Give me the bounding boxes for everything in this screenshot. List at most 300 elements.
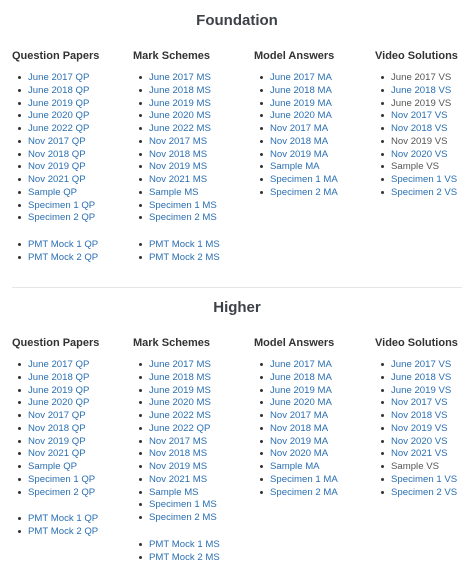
- bullet-icon: [381, 102, 384, 105]
- bullet-icon: [260, 114, 263, 117]
- list-item: [139, 160, 207, 173]
- resource-link-specimen-1-ms[interactable]: Specimen 1 MS: [149, 499, 217, 511]
- list-item: [139, 122, 211, 135]
- list-item: [139, 251, 220, 264]
- list-item: [18, 211, 95, 224]
- resource-link-june-2017-ma[interactable]: June 2017 MA: [270, 359, 332, 370]
- resource-link-nov-2019-qp[interactable]: Nov 2019 QP: [28, 161, 86, 173]
- list-item: [260, 473, 338, 486]
- bullet-icon: [18, 517, 21, 520]
- resource-link-specimen-2-ma[interactable]: Specimen 2 MA: [270, 486, 338, 498]
- list-item: [260, 447, 328, 460]
- list-item: [139, 447, 207, 460]
- bullet-icon: [18, 114, 21, 117]
- list-item: [381, 371, 451, 384]
- list-item: [18, 396, 89, 409]
- bullet-icon: [18, 440, 21, 443]
- resource-link-nov-2017-qp[interactable]: Nov 2017 QP: [28, 135, 86, 147]
- column-heading-mark-schemes: Mark Schemes: [133, 50, 211, 62]
- bullet-icon: [139, 127, 142, 130]
- resource-link-specimen-1-qp[interactable]: Specimen 1 QP: [28, 199, 96, 211]
- bullet-icon: [18, 165, 21, 168]
- list-item: [260, 173, 338, 186]
- bullet-icon: [139, 516, 142, 519]
- section-title-foundation: Foundation: [196, 12, 278, 29]
- list-item: [18, 460, 77, 473]
- bullet-icon: [381, 127, 384, 130]
- bullet-icon: [260, 178, 263, 181]
- bullet-icon: [18, 256, 21, 259]
- list-item: [18, 173, 86, 186]
- resource-link-june-2019-qp[interactable]: June 2019 QP: [28, 97, 90, 109]
- resource-link-nov-2017-ms[interactable]: Nov 2017 MS: [149, 435, 208, 447]
- list-item: [18, 71, 89, 84]
- resource-link-nov-2018-ms[interactable]: Nov 2018 MS: [149, 148, 208, 160]
- resource-link-sample-qp[interactable]: Sample QP: [28, 461, 78, 472]
- resource-text-june-2017-vs: June 2017 VS: [391, 72, 452, 83]
- bullet-icon: [18, 376, 21, 379]
- list-item: [18, 238, 98, 251]
- resource-link-pmt-mock-2-ms[interactable]: PMT Mock 2 MS: [149, 251, 220, 263]
- resource-link-sample-ma[interactable]: Sample MA: [270, 161, 320, 173]
- bullet-icon: [139, 543, 142, 546]
- resource-link-nov-2019-ma[interactable]: Nov 2019 MA: [270, 148, 329, 160]
- bullet-icon: [260, 465, 263, 468]
- bullet-icon: [381, 465, 384, 468]
- resource-link-june-2022-qp[interactable]: June 2022 QP: [28, 123, 90, 134]
- resource-link-nov-2018-ma[interactable]: Nov 2018 MA: [270, 135, 329, 147]
- list-item: [260, 371, 332, 384]
- resource-link-nov-2020-vs[interactable]: Nov 2020 VS: [391, 435, 448, 447]
- bullet-icon: [18, 191, 21, 194]
- list-item: [139, 71, 211, 84]
- resource-link-specimen-1-ms[interactable]: Specimen 1 MS: [149, 199, 217, 211]
- resource-link-nov-2017-vs[interactable]: Nov 2017 VS: [391, 397, 448, 409]
- resource-link-nov-2021-qp[interactable]: Nov 2021 QP: [28, 448, 86, 460]
- bullet-icon: [139, 427, 142, 430]
- list-item: [381, 148, 448, 161]
- bullet-icon: [139, 204, 142, 207]
- bullet-icon: [381, 114, 384, 117]
- bullet-icon: [139, 140, 142, 143]
- bullet-icon: [260, 389, 263, 392]
- bullet-icon: [381, 153, 384, 156]
- bullet-icon: [18, 478, 21, 481]
- resource-link-june-2017-ms[interactable]: June 2017 MS: [149, 359, 211, 370]
- bullet-icon: [139, 491, 142, 494]
- list-item: [18, 84, 89, 97]
- list-item: [18, 122, 89, 135]
- bullet-icon: [18, 140, 21, 143]
- resource-link-nov-2017-ma[interactable]: Nov 2017 MA: [270, 410, 329, 421]
- bullet-icon: [381, 376, 384, 379]
- bullet-icon: [381, 191, 384, 194]
- list-item: [139, 371, 211, 384]
- list-item: [18, 97, 89, 110]
- list-item: [18, 199, 95, 212]
- list-item: [381, 160, 439, 173]
- list-item: [139, 435, 207, 448]
- bullet-icon: [139, 153, 142, 156]
- column-heading-model-answers: Model Answers: [254, 337, 335, 349]
- section-divider: [12, 287, 462, 288]
- bullet-icon: [139, 256, 142, 259]
- list-item: [381, 358, 451, 371]
- bullet-icon: [381, 440, 384, 443]
- bullet-icon: [381, 427, 384, 430]
- resource-link-june-2018-qp[interactable]: June 2018 QP: [28, 84, 90, 96]
- list-item: [260, 435, 328, 448]
- list-item: [381, 186, 457, 199]
- list-item: [260, 135, 328, 148]
- resource-link-nov-2019-ms[interactable]: Nov 2019 MS: [149, 161, 208, 173]
- bullet-icon: [260, 89, 263, 92]
- list-item: [139, 135, 207, 148]
- column-heading-model-answers: Model Answers: [254, 50, 335, 62]
- bullet-icon: [260, 191, 263, 194]
- bullet-icon: [260, 127, 263, 130]
- resource-link-pmt-mock-1-qp[interactable]: PMT Mock 1 QP: [28, 513, 99, 525]
- list-item: [260, 148, 328, 161]
- list-item: [260, 409, 328, 422]
- list-item: [18, 447, 86, 460]
- bullet-icon: [260, 440, 263, 443]
- resource-link-sample-ms[interactable]: Sample MS: [149, 186, 199, 198]
- resource-link-june-2020-ma[interactable]: June 2020 MA: [270, 397, 332, 409]
- resource-link-june-2019-ms[interactable]: June 2019 MS: [149, 384, 211, 396]
- column-heading-question-papers: Question Papers: [12, 337, 100, 349]
- resource-link-specimen-1-ma[interactable]: Specimen 1 MA: [270, 473, 338, 485]
- list-item: [381, 409, 448, 422]
- bullet-icon: [139, 465, 142, 468]
- bullet-icon: [18, 127, 21, 130]
- list-item: [139, 384, 211, 397]
- list-item: [18, 186, 77, 199]
- resource-link-june-2017-ms[interactable]: June 2017 MS: [149, 72, 211, 83]
- resource-link-nov-2021-ms[interactable]: Nov 2021 MS: [149, 174, 208, 185]
- bullet-icon: [18, 530, 21, 533]
- list-item: [18, 135, 86, 148]
- list-item: [260, 396, 332, 409]
- resource-link-pmt-mock-1-ms[interactable]: PMT Mock 1 MS: [149, 538, 220, 550]
- list-item: [139, 109, 211, 122]
- list-item: [381, 135, 448, 148]
- list-item: [18, 109, 89, 122]
- bullet-icon: [139, 102, 142, 105]
- resource-link-nov-2021-ms[interactable]: Nov 2021 MS: [149, 473, 208, 485]
- bullet-icon: [18, 102, 21, 105]
- bullet-icon: [260, 165, 263, 168]
- list-item: [139, 511, 217, 524]
- resource-link-pmt-mock-1-ms[interactable]: PMT Mock 1 MS: [149, 239, 220, 250]
- resource-link-june-2018-ma[interactable]: June 2018 MA: [270, 84, 332, 96]
- resource-link-specimen-2-qp[interactable]: Specimen 2 QP: [28, 486, 96, 498]
- bullet-icon: [139, 178, 142, 181]
- bullet-icon: [381, 76, 384, 79]
- list-item: [18, 512, 98, 525]
- list-item: [18, 358, 89, 371]
- bullet-icon: [381, 414, 384, 417]
- list-item: [139, 199, 217, 212]
- list-item: [381, 473, 457, 486]
- resource-link-nov-2020-vs[interactable]: Nov 2020 VS: [391, 148, 448, 160]
- resource-link-sample-ms[interactable]: Sample MS: [149, 486, 199, 498]
- resource-link-pmt-mock-2-ms[interactable]: PMT Mock 2 MS: [149, 551, 220, 563]
- bullet-icon: [381, 478, 384, 481]
- list-item: [139, 97, 211, 110]
- resource-text-june-2019-vs: June 2019 VS: [391, 97, 452, 109]
- list-item: [139, 186, 199, 199]
- resource-text-sample-vs: Sample VS: [391, 461, 439, 472]
- list-item: [381, 97, 451, 110]
- bullet-icon: [18, 216, 21, 219]
- bullet-icon: [18, 153, 21, 156]
- resource-link-nov-2018-qp[interactable]: Nov 2018 QP: [28, 422, 86, 434]
- bullet-icon: [18, 389, 21, 392]
- list-item: [260, 84, 332, 97]
- bullet-icon: [260, 102, 263, 105]
- list-item: [18, 473, 95, 486]
- bullet-icon: [139, 478, 142, 481]
- bullet-icon: [139, 114, 142, 117]
- list-item: [381, 396, 448, 409]
- resource-link-nov-2017-qp[interactable]: Nov 2017 QP: [28, 410, 86, 421]
- list-item: [381, 109, 448, 122]
- bullet-icon: [260, 491, 263, 494]
- bullet-icon: [18, 427, 21, 430]
- list-item: [18, 435, 86, 448]
- resource-link-nov-2017-ma[interactable]: Nov 2017 MA: [270, 123, 329, 134]
- bullet-icon: [139, 401, 142, 404]
- bullet-icon: [139, 165, 142, 168]
- list-item: [260, 160, 320, 173]
- resource-link-specimen-2-vs[interactable]: Specimen 2 VS: [391, 486, 458, 498]
- list-item: [18, 251, 98, 264]
- resource-link-june-2022-ms[interactable]: June 2022 MS: [149, 123, 211, 134]
- bullet-icon: [381, 491, 384, 494]
- bullet-icon: [18, 401, 21, 404]
- list-item: [381, 122, 448, 135]
- resource-link-june-2017-vs[interactable]: June 2017 VS: [391, 359, 452, 370]
- bullet-icon: [139, 363, 142, 366]
- resource-link-specimen-1-vs[interactable]: Specimen 1 VS: [391, 174, 458, 185]
- column-heading-question-papers: Question Papers: [12, 50, 100, 62]
- resource-link-nov-2018-ms[interactable]: Nov 2018 MS: [149, 448, 208, 460]
- bullet-icon: [260, 452, 263, 455]
- bullet-icon: [260, 401, 263, 404]
- bullet-icon: [139, 556, 142, 559]
- list-item: [139, 422, 210, 435]
- list-item: [139, 238, 220, 251]
- bullet-icon: [139, 191, 142, 194]
- resource-link-specimen-1-qp[interactable]: Specimen 1 QP: [28, 473, 96, 485]
- bullet-icon: [18, 491, 21, 494]
- resource-link-nov-2020-ma[interactable]: Nov 2020 MA: [270, 448, 329, 460]
- list-item: [18, 525, 98, 538]
- resource-link-nov-2019-ma[interactable]: Nov 2019 MA: [270, 435, 329, 447]
- resource-link-specimen-2-qp[interactable]: Specimen 2 QP: [28, 212, 96, 224]
- bullet-icon: [381, 165, 384, 168]
- resource-text-sample-vs: Sample VS: [391, 161, 439, 173]
- list-item: [381, 486, 457, 499]
- resource-link-sample-qp[interactable]: Sample QP: [28, 186, 78, 198]
- bullet-icon: [381, 140, 384, 143]
- resource-link-june-2020-qp[interactable]: June 2020 QP: [28, 110, 90, 122]
- list-item: [18, 371, 89, 384]
- column-heading-video-solutions: Video Solutions: [375, 50, 458, 62]
- bullet-icon: [18, 243, 21, 246]
- list-item: [139, 173, 207, 186]
- bullet-icon: [18, 465, 21, 468]
- resource-link-june-2018-ms[interactable]: June 2018 MS: [149, 371, 211, 383]
- resource-link-nov-2021-qp[interactable]: Nov 2021 QP: [28, 174, 86, 185]
- resource-link-nov-2019-ms[interactable]: Nov 2019 MS: [149, 461, 208, 472]
- list-item: [381, 447, 448, 460]
- bullet-icon: [18, 76, 21, 79]
- list-item: [139, 211, 217, 224]
- resource-link-nov-2018-vs[interactable]: Nov 2018 VS: [391, 123, 448, 134]
- resource-link-june-2020-ms[interactable]: June 2020 MS: [149, 110, 211, 122]
- resource-text-nov-2019-vs: Nov 2019 VS: [391, 135, 448, 147]
- bullet-icon: [18, 452, 21, 455]
- resource-link-specimen-2-ma[interactable]: Specimen 2 MA: [270, 186, 338, 198]
- list-item: [139, 486, 199, 499]
- resource-link-nov-2018-ma[interactable]: Nov 2018 MA: [270, 422, 329, 434]
- resource-link-specimen-2-vs[interactable]: Specimen 2 VS: [391, 186, 458, 198]
- list-item: [260, 384, 332, 397]
- resource-link-june-2018-vs[interactable]: June 2018 VS: [391, 84, 452, 96]
- resource-link-june-2017-ma[interactable]: June 2017 MA: [270, 72, 332, 83]
- list-item: [381, 435, 448, 448]
- bullet-icon: [18, 89, 21, 92]
- resource-link-june-2019-ms[interactable]: June 2019 MS: [149, 97, 211, 109]
- bullet-icon: [381, 363, 384, 366]
- bullet-icon: [381, 452, 384, 455]
- bullet-icon: [18, 178, 21, 181]
- list-item: [260, 71, 332, 84]
- list-item: [381, 422, 448, 435]
- resource-link-june-2020-qp[interactable]: June 2020 QP: [28, 397, 90, 409]
- resource-link-nov-2021-vs[interactable]: Nov 2021 VS: [391, 448, 448, 460]
- resource-link-pmt-mock-2-qp[interactable]: PMT Mock 2 QP: [28, 251, 99, 263]
- list-item: [381, 460, 439, 473]
- bullet-icon: [381, 401, 384, 404]
- resource-link-nov-2017-vs[interactable]: Nov 2017 VS: [391, 110, 448, 122]
- resource-link-pmt-mock-2-qp[interactable]: PMT Mock 2 QP: [28, 526, 99, 537]
- list-item: [139, 148, 207, 161]
- list-item: [18, 422, 86, 435]
- resource-link-june-2017-qp[interactable]: June 2017 QP: [28, 72, 90, 83]
- resource-link-june-2022-ms[interactable]: June 2022 MS: [149, 410, 211, 421]
- bullet-icon: [260, 414, 263, 417]
- resource-link-june-2022-qp[interactable]: June 2022 QP: [149, 422, 211, 434]
- list-item: [139, 498, 217, 511]
- list-item: [139, 409, 211, 422]
- bullet-icon: [18, 414, 21, 417]
- resource-link-june-2020-ma[interactable]: June 2020 MA: [270, 110, 332, 122]
- list-item: [139, 473, 207, 486]
- bullet-icon: [139, 440, 142, 443]
- list-item: [139, 538, 220, 551]
- bullet-icon: [381, 89, 384, 92]
- bullet-icon: [260, 376, 263, 379]
- resource-link-nov-2018-qp[interactable]: Nov 2018 QP: [28, 148, 86, 160]
- list-item: [139, 358, 211, 371]
- list-item: [260, 109, 332, 122]
- resource-link-sample-ma[interactable]: Sample MA: [270, 461, 320, 472]
- list-item: [260, 460, 320, 473]
- list-item: [260, 186, 338, 199]
- bullet-icon: [139, 452, 142, 455]
- resource-link-specimen-2-ms[interactable]: Specimen 2 MS: [149, 212, 217, 224]
- resource-link-specimen-1-ma[interactable]: Specimen 1 MA: [270, 174, 338, 185]
- bullet-icon: [260, 140, 263, 143]
- resource-link-june-2020-ms[interactable]: June 2020 MS: [149, 397, 211, 409]
- resource-link-june-2018-ms[interactable]: June 2018 MS: [149, 84, 211, 96]
- list-item: [260, 358, 332, 371]
- bullet-icon: [381, 389, 384, 392]
- resource-link-nov-2017-ms[interactable]: Nov 2017 MS: [149, 135, 208, 147]
- bullet-icon: [381, 178, 384, 181]
- resource-link-june-2018-qp[interactable]: June 2018 QP: [28, 371, 90, 383]
- bullet-icon: [260, 153, 263, 156]
- list-item: [381, 84, 451, 97]
- bullet-icon: [260, 427, 263, 430]
- list-item: [260, 122, 328, 135]
- list-item: [381, 384, 451, 397]
- bullet-icon: [139, 389, 142, 392]
- bullet-icon: [139, 216, 142, 219]
- resource-link-june-2019-qp[interactable]: June 2019 QP: [28, 384, 90, 396]
- list-item: [18, 160, 86, 173]
- list-item: [18, 148, 86, 161]
- list-item: [18, 384, 89, 397]
- resource-link-specimen-1-vs[interactable]: Specimen 1 VS: [391, 473, 458, 485]
- list-item: [18, 486, 95, 499]
- resource-link-june-2019-ma[interactable]: June 2019 MA: [270, 97, 332, 109]
- bullet-icon: [18, 363, 21, 366]
- bullet-icon: [139, 243, 142, 246]
- bullet-icon: [260, 363, 263, 366]
- list-item: [18, 409, 86, 422]
- column-heading-video-solutions: Video Solutions: [375, 337, 458, 349]
- resource-link-june-2018-ma[interactable]: June 2018 MA: [270, 371, 332, 383]
- resource-link-nov-2019-qp[interactable]: Nov 2019 QP: [28, 435, 86, 447]
- resource-link-june-2018-vs[interactable]: June 2018 VS: [391, 371, 452, 383]
- bullet-icon: [260, 76, 263, 79]
- list-item: [381, 173, 457, 186]
- bullet-icon: [139, 503, 142, 506]
- list-item: [139, 460, 207, 473]
- resource-link-june-2019-ma[interactable]: June 2019 MA: [270, 384, 332, 396]
- list-item: [139, 551, 220, 564]
- section-title-higher: Higher: [213, 299, 261, 316]
- resource-link-june-2019-vs[interactable]: June 2019 VS: [391, 384, 452, 396]
- resource-link-nov-2018-vs[interactable]: Nov 2018 VS: [391, 410, 448, 421]
- column-heading-mark-schemes: Mark Schemes: [133, 337, 211, 349]
- bullet-icon: [139, 89, 142, 92]
- list-item: [260, 486, 338, 499]
- bullet-icon: [139, 414, 142, 417]
- resource-link-nov-2019-vs[interactable]: Nov 2019 VS: [391, 422, 448, 434]
- resource-link-june-2017-qp[interactable]: June 2017 QP: [28, 359, 90, 370]
- bullet-icon: [260, 478, 263, 481]
- resource-link-pmt-mock-1-qp[interactable]: PMT Mock 1 QP: [28, 239, 99, 250]
- bullet-icon: [18, 204, 21, 207]
- list-item: [139, 396, 211, 409]
- resource-link-specimen-2-ms[interactable]: Specimen 2 MS: [149, 512, 217, 523]
- list-item: [381, 71, 451, 84]
